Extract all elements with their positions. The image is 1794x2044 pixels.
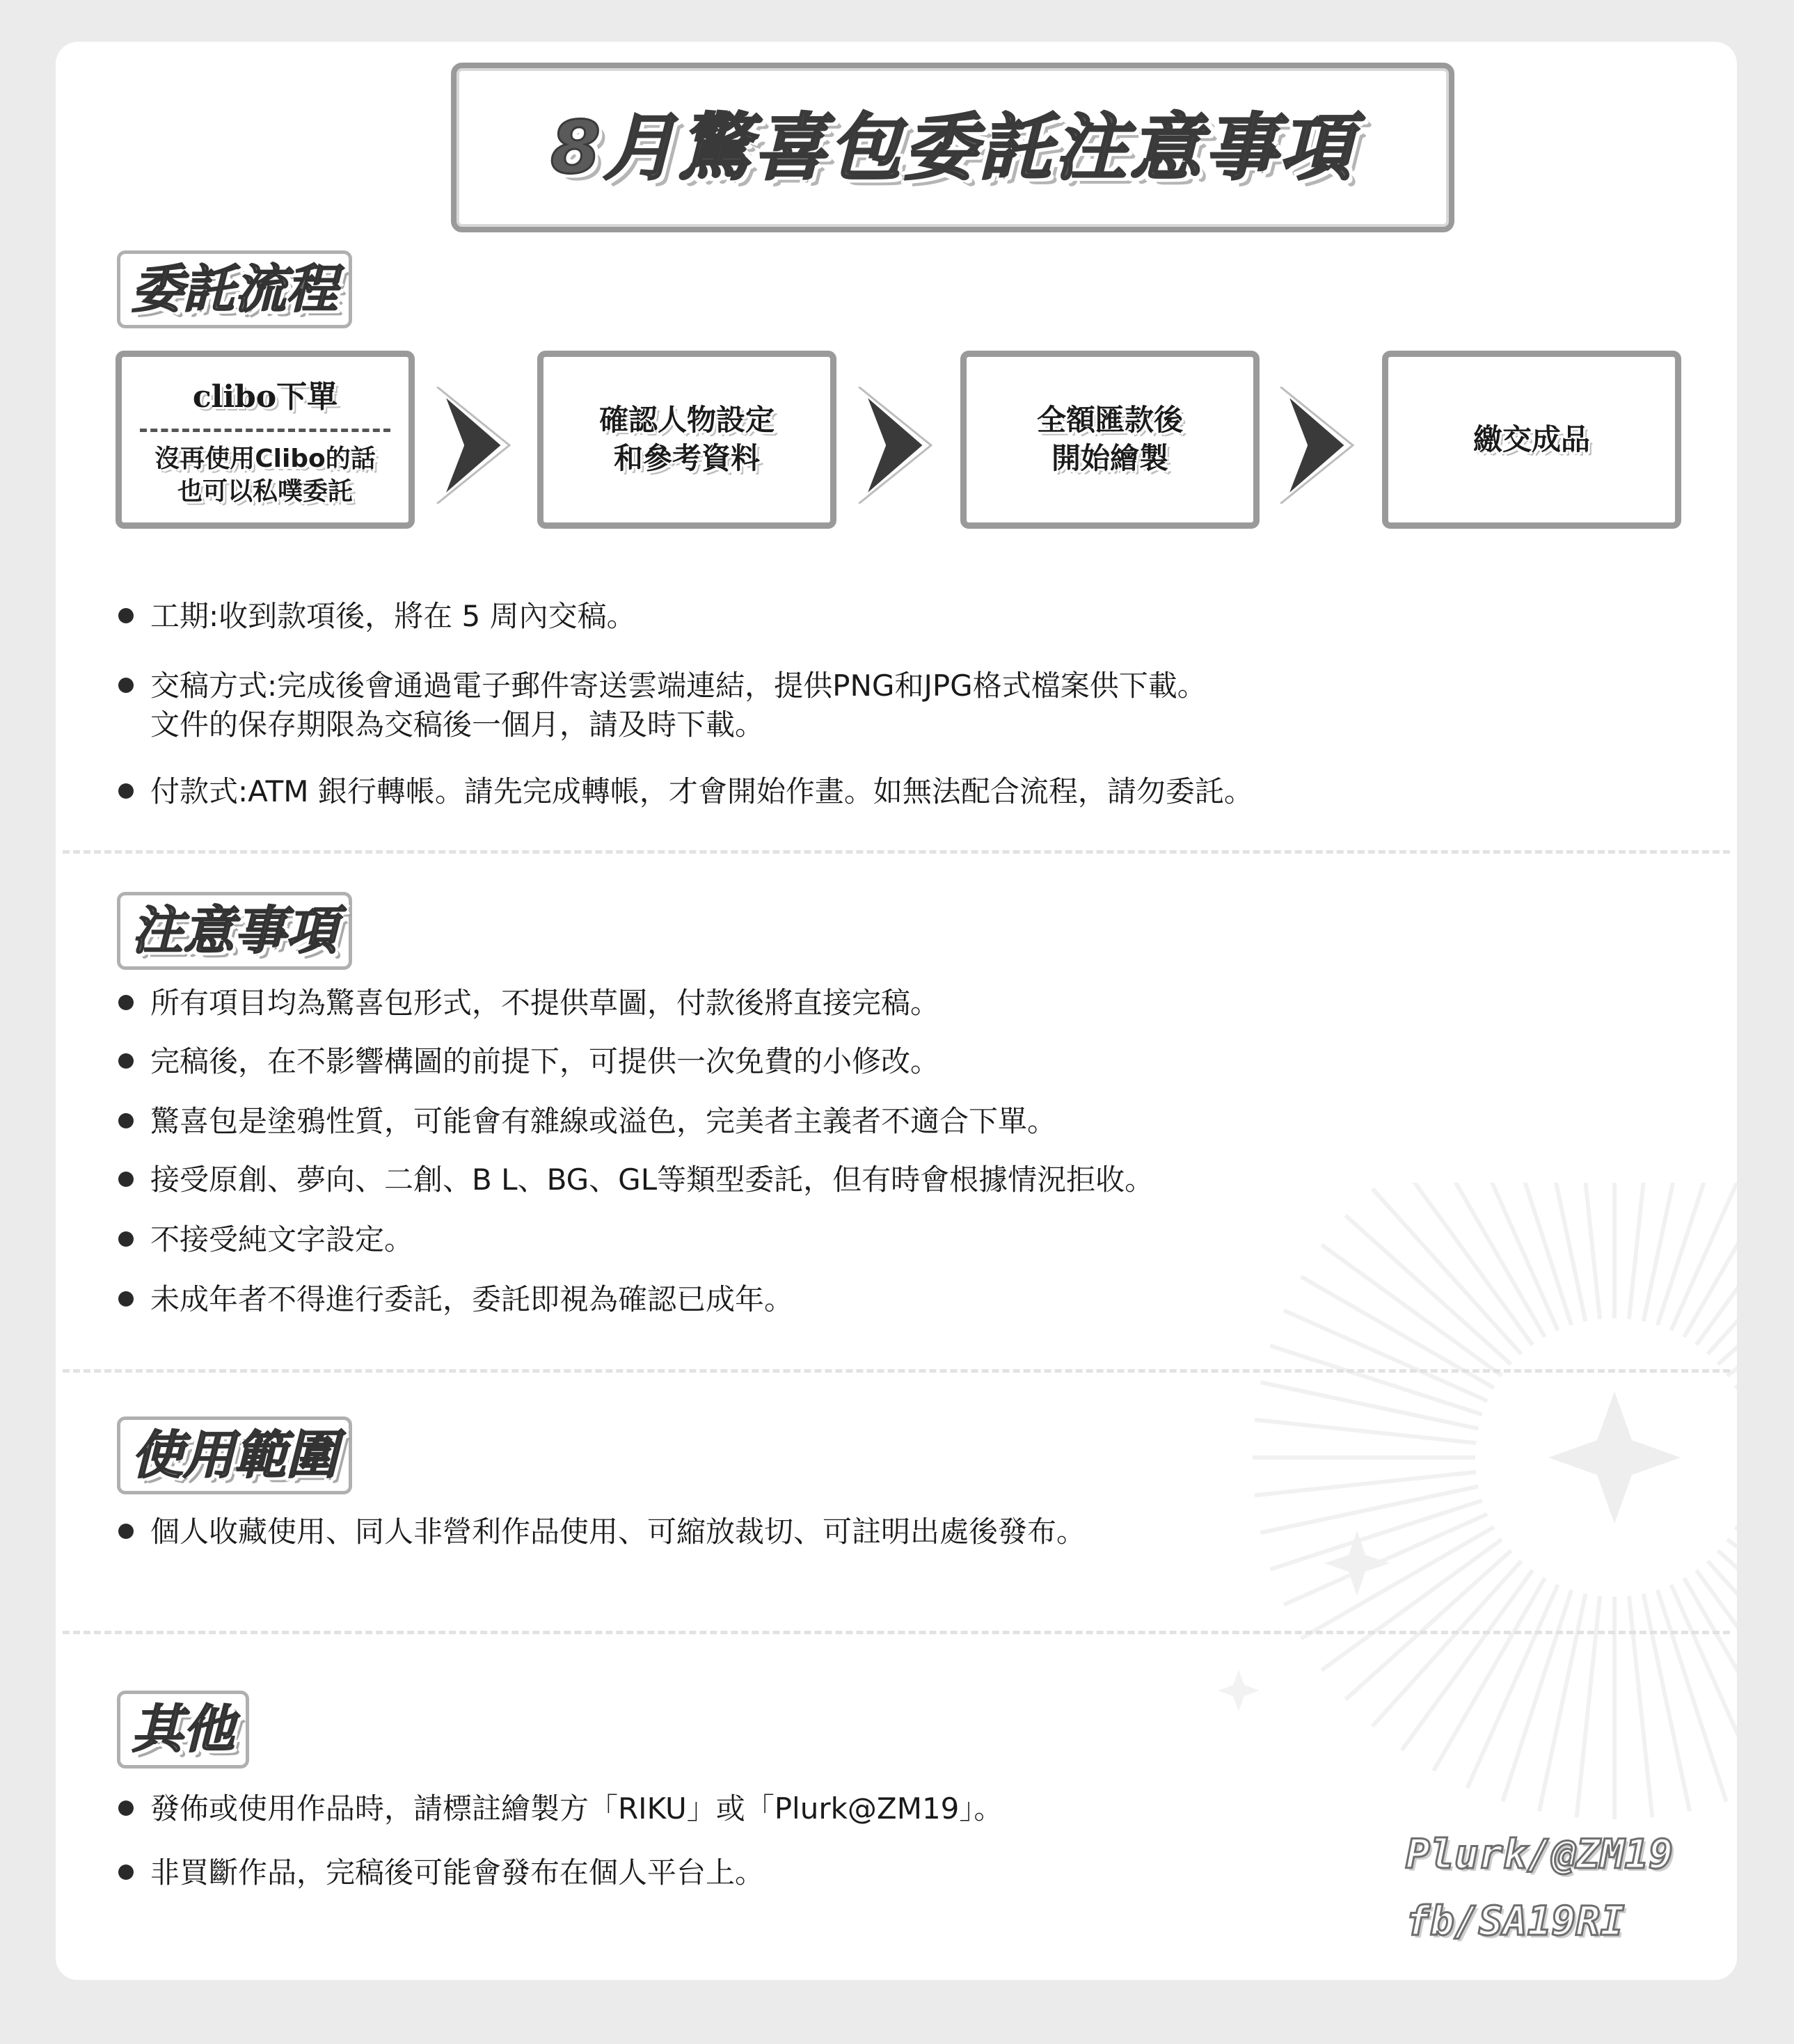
burst-ray bbox=[1284, 1514, 1487, 1604]
list-item bbox=[118, 1853, 764, 1892]
list-item-text: 完稿後，在不影響構圖的前提下，可提供一次免費的小修改。 bbox=[150, 1044, 940, 1078]
burst-ray bbox=[1727, 1540, 1737, 1670]
burst-ray bbox=[1321, 1245, 1502, 1375]
burst-ray bbox=[1260, 1382, 1478, 1429]
sparkle-star-icon bbox=[1218, 1670, 1260, 1711]
flow-step-1-line-2: 也可以私噗委託 bbox=[177, 477, 353, 506]
burst-ray bbox=[1671, 1183, 1737, 1330]
burst-ray bbox=[1539, 1594, 1586, 1812]
list-item-text: 驚喜包是塗鴉性質，可能會有雜線或溢色，完美者主義者不適合下單。 bbox=[150, 1104, 1057, 1138]
burst-ray bbox=[1735, 1527, 1737, 1638]
burst-ray bbox=[1684, 1183, 1737, 1337]
sparkle-star-icon bbox=[1548, 1391, 1681, 1524]
sparkle-star-icon bbox=[1324, 1531, 1390, 1596]
list-item bbox=[118, 1220, 413, 1259]
list-item bbox=[118, 597, 636, 636]
list-item-text: 付款式:ATM 銀行轉帳。請先完成轉帳，才會開始作畫。如無法配合流程，請勿委託。 bbox=[150, 774, 1253, 808]
list-item-text: 接受原創、夢向、二創、B L、BG、GL等類型委託，但有時會根據情況拒收。 bbox=[150, 1163, 1154, 1197]
burst-ray bbox=[1718, 1215, 1737, 1364]
list-item bbox=[118, 984, 939, 1023]
flow-step-3-line-2: 開始繪製 bbox=[1051, 441, 1168, 475]
burst-ray bbox=[1629, 1596, 1652, 1817]
section-divider bbox=[63, 1631, 1730, 1634]
list-item bbox=[118, 772, 1253, 811]
burst-ray bbox=[1402, 1183, 1532, 1345]
section-divider bbox=[63, 1369, 1730, 1373]
burst-ray bbox=[1402, 1570, 1532, 1750]
burst-ray bbox=[1270, 1346, 1482, 1414]
burst-ray bbox=[1434, 1578, 1545, 1771]
burst-ray bbox=[1629, 1183, 1652, 1319]
burst-ray bbox=[1718, 1551, 1737, 1700]
burst-ray bbox=[1644, 1594, 1690, 1812]
list-item bbox=[118, 666, 1207, 744]
title-banner bbox=[451, 63, 1454, 232]
burst-ray bbox=[1321, 1540, 1502, 1670]
burst-ray bbox=[1301, 1527, 1494, 1638]
list-item-text: 工期:收到款項後，將在 5 周內交稿。 bbox=[150, 599, 636, 633]
flow-step-3-line-1: 全額匯款後 bbox=[1036, 403, 1183, 438]
flow-step-1-line-1: 沒再使用Clibo的話 bbox=[154, 444, 376, 473]
burst-ray bbox=[1284, 1310, 1487, 1400]
burst-ray bbox=[1644, 1183, 1690, 1321]
list-item-text: 非買斷作品，完稿後可能會發布在個人平台上。 bbox=[150, 1855, 765, 1890]
section-heading-other: 其他 bbox=[117, 1691, 249, 1768]
section-divider bbox=[63, 850, 1730, 854]
burst-ray bbox=[1658, 1590, 1726, 1801]
burst-ray bbox=[1467, 1183, 1557, 1330]
burst-ray bbox=[1346, 1551, 1511, 1700]
burst-ray bbox=[1697, 1570, 1737, 1750]
list-item-text: 交稿方式:完成後會通過電子郵件寄送雲端連結，提供PNG和JPG格式檔案供下載。 bbox=[150, 669, 1207, 703]
list-item-text: 文件的保存期限為交稿後一個月，請及時下載。 bbox=[150, 708, 765, 742]
flow-step-4 bbox=[1382, 351, 1681, 529]
chevron-right-icon bbox=[1278, 387, 1354, 504]
burst-ray bbox=[1260, 1487, 1478, 1533]
list-item-text: 未成年者不得進行委託，委託即視為確認已成年。 bbox=[150, 1282, 794, 1316]
flow-step-1 bbox=[116, 351, 415, 529]
signature-plurk: Plurk/@ZM19 bbox=[1406, 1830, 1674, 1878]
list-item-text: 不接受純文字設定。 bbox=[150, 1222, 414, 1256]
burst-ray bbox=[1502, 1183, 1571, 1325]
burst-ray bbox=[1255, 1420, 1476, 1443]
burst-ray bbox=[1684, 1578, 1737, 1771]
list-item bbox=[118, 1280, 793, 1319]
section-heading-flow: 委託流程 bbox=[117, 250, 352, 328]
burst-ray bbox=[1467, 1585, 1557, 1788]
burst-ray bbox=[1502, 1590, 1571, 1801]
list-item bbox=[118, 1160, 1154, 1199]
burst-ray bbox=[1658, 1183, 1726, 1325]
list-item-text: 所有項目均為驚喜包形式，不提供草圖，付款後將直接完稿。 bbox=[150, 986, 940, 1020]
flow-step-2 bbox=[537, 351, 836, 529]
flow-step-1-divider bbox=[140, 429, 390, 432]
list-item-text: 個人收藏使用、同人非營利作品使用、可縮放裁切、可註明出處後發布。 bbox=[150, 1515, 1086, 1549]
sunburst-decoration bbox=[1113, 1183, 1737, 1878]
notice-card bbox=[56, 42, 1737, 1980]
chevron-right-icon bbox=[856, 387, 932, 504]
burst-ray bbox=[1270, 1501, 1482, 1570]
flow-step-3 bbox=[960, 351, 1260, 529]
list-item bbox=[118, 1042, 939, 1081]
list-item bbox=[118, 1789, 1003, 1828]
burst-ray bbox=[1434, 1183, 1545, 1337]
list-item bbox=[118, 1102, 1056, 1141]
burst-ray bbox=[1697, 1183, 1737, 1345]
section-heading-notes: 注意事項 bbox=[117, 892, 352, 970]
flow-step-2-line-1: 確認人物設定 bbox=[598, 403, 775, 438]
burst-ray bbox=[1708, 1189, 1737, 1355]
burst-ray bbox=[1708, 1561, 1737, 1727]
flow-step-1-title: clibo下單 bbox=[192, 378, 338, 415]
burst-ray bbox=[1735, 1277, 1737, 1388]
burst-ray bbox=[1372, 1561, 1521, 1727]
burst-ray bbox=[1577, 1183, 1600, 1319]
burst-ray bbox=[1346, 1215, 1511, 1364]
burst-ray bbox=[1577, 1596, 1600, 1817]
section-heading-usage: 使用範圍 bbox=[117, 1416, 352, 1494]
flow-step-2-line-2: 和參考資料 bbox=[613, 441, 760, 475]
burst-ray bbox=[1255, 1472, 1476, 1495]
flow-step-4-line-1: 繳交成品 bbox=[1472, 422, 1590, 456]
signature-fb: fb/SA19RI bbox=[1406, 1897, 1625, 1945]
list-item-text: 發佈或使用作品時，請標註繪製方「RIKU」或「Plurk@ZM19」。 bbox=[150, 1791, 1003, 1826]
burst-ray bbox=[1671, 1585, 1737, 1788]
list-item bbox=[118, 1512, 1086, 1551]
burst-ray bbox=[1539, 1183, 1586, 1321]
burst-ray bbox=[1727, 1245, 1737, 1375]
burst-ray bbox=[1372, 1189, 1521, 1355]
page-title: 8月驚喜包委託注意事項 bbox=[550, 105, 1356, 190]
chevron-right-icon bbox=[434, 387, 511, 504]
